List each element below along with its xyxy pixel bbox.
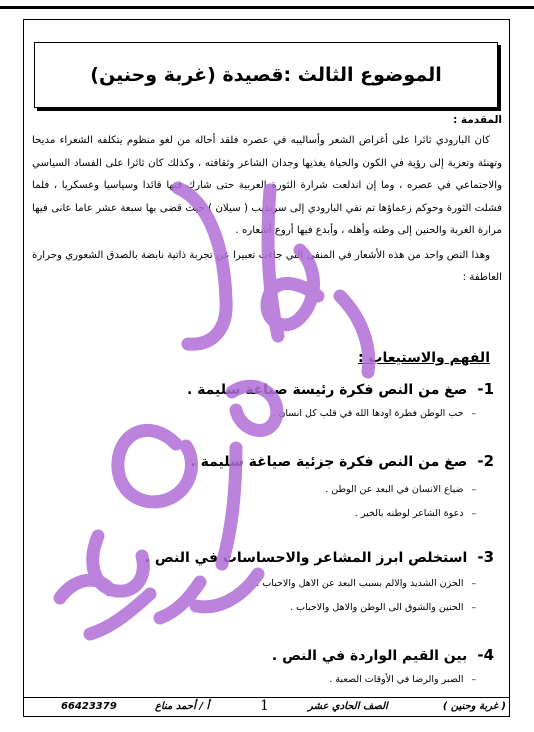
page-number: 1: [260, 698, 269, 714]
section-heading: الفهم والاستيعاب :: [357, 350, 490, 366]
question-number: 1-: [477, 380, 494, 398]
answer-text: الحزن الشديد والالم بسبب البعد عن الاهل والاحباب .: [256, 578, 464, 589]
answer-item: [325, 484, 476, 495]
answer-text: حب الوطن فطرة اودها الله في قلب كل انسان .: [272, 408, 464, 419]
dash-bullet: –: [471, 485, 476, 495]
answer-item: [329, 674, 476, 685]
dash-bullet: –: [471, 579, 476, 589]
question-number: 3-: [477, 548, 494, 566]
question-number: 4-: [477, 646, 494, 664]
question-number: 2-: [477, 452, 494, 470]
page-title: الموضوع الثالث :قصيدة (غربة وحنين): [90, 64, 442, 86]
answer-text: ضياع الانسان في البعد عن الوطن .: [325, 484, 464, 495]
page-footer: [23, 698, 510, 716]
question-1: [187, 380, 494, 398]
footer-teacher: أ / أحمد مناع: [155, 701, 210, 712]
intro-paragraph-2: وهذا النص واحد من هذه الأشعار في المنفى التي جاءت تعبيرا عن تجربة ذاتية نابضة بالصدق الشعوري وحرارة العاطفة :: [32, 249, 502, 283]
intro-paragraph-1: كان البارودي ثائرا على أغراض الشعر وأساليبه في عصره فلقد أحاله من لغو منظوم يتكلفه الشعراء مديحا وتهنئة وتعزية إلى رؤية في الكون والحياة يغذيها وجدان الشاعر وثقافته ، وكذلك كان ثائرا على الفساد السياسي والاجتماعي في عصره ، وما إن اندلعت شرارة الثورة العربية حتى شارك فيها قائدا وسياسيا وعسكريا ، فلما فشلت الثورة وحوكم زعماؤها تم نفي البارودي إلى سرنديب ( سيلان ) حيث قضى بها سبعة عشر عاما عانى فيها مرارة الغربة والحنين إلى وطنه وأهله ، وأبدع فيها أروع أشعاره .: [32, 135, 502, 236]
question-2: [190, 452, 494, 470]
top-rule: [0, 6, 534, 9]
introduction: [32, 114, 502, 290]
footer-phone: 66423379: [61, 701, 117, 712]
answer-item: [355, 508, 476, 519]
dash-bullet: –: [471, 675, 476, 685]
answer-text: دعوة الشاعر لوطنه بالخير .: [354, 508, 464, 519]
question-text: بين القيم الواردة في النص .: [271, 648, 468, 664]
dash-bullet: –: [471, 509, 476, 519]
title-box: [34, 42, 498, 108]
intro-heading: المقدمة :: [453, 114, 502, 126]
question-text: صغ من النص فكرة رئيسة صياغة سليمة .: [186, 382, 468, 398]
question-text: صغ من النص فكرة جزئية صياغة سليمة .: [190, 454, 468, 470]
answer-item: [256, 578, 476, 589]
answer-item: [272, 408, 476, 419]
answer-text: الصبر والرضا في الأوقات الصعبة .: [329, 674, 464, 685]
footer-grade: الصف الحادي عشر: [308, 701, 388, 712]
answer-item: [290, 602, 476, 613]
footer-poem-title: ( غربة وحنين ): [442, 701, 506, 712]
question-4: [272, 646, 494, 664]
answer-text: الحنين والشوق الى الوطن والاهل والاحباب .: [290, 602, 464, 613]
question-3: [145, 548, 494, 566]
question-text: استخلص ابرز المشاعر والاحساسات في النص .: [144, 550, 468, 566]
dash-bullet: –: [471, 603, 476, 613]
dash-bullet: –: [471, 409, 476, 419]
